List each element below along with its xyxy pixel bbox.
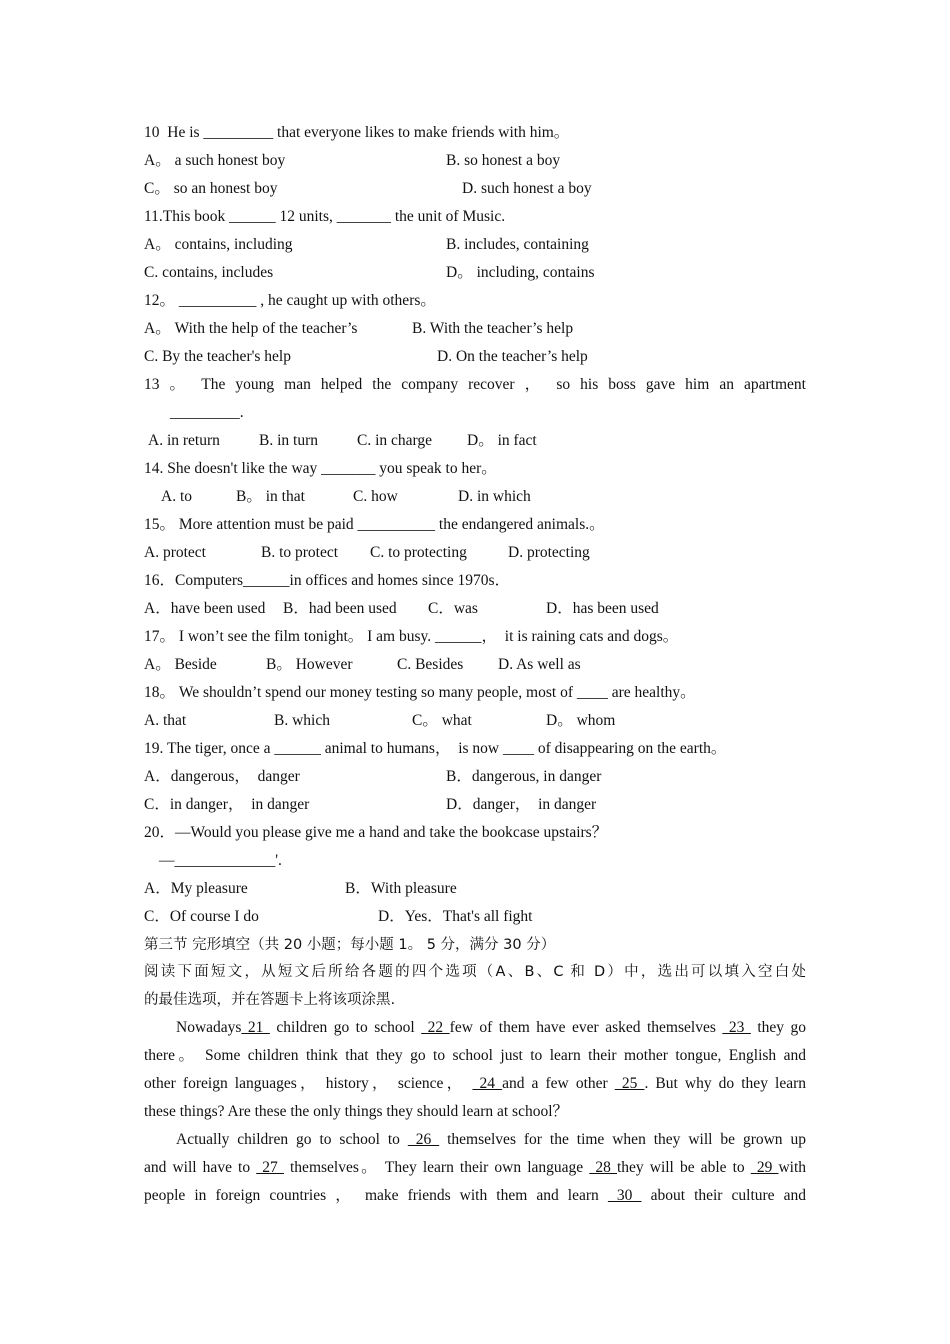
blank-24: 24 [472,1075,503,1092]
q10-option-c: C。 so an honest boy [144,180,278,197]
q18-option-c: C。 what [412,712,472,729]
blank-25: 25 [614,1075,645,1092]
q16-option-c: C．was [428,600,478,617]
q11-option-b: B. includes, containing [446,236,589,253]
blank-23: 23 [722,1019,751,1036]
q17-option-b: B。 However [266,656,353,673]
passage-line-7: people in foreign countries ， make friends with them and learn 30 about their culture and [144,1187,807,1204]
q12-option-a: A。 With the help of the teacher’s [144,320,358,337]
q19-stem: 19. The tiger, once a ______ animal to humans， is now ____ of disappearing on the earth。 [144,740,727,757]
q19-option-c: C．in danger， in danger [144,796,310,813]
blank-30: 30 [607,1187,642,1204]
q17-option-d: D. As well as [498,656,581,673]
passage-line-2: there。 Some children think that they go to school just to learn their mother tongue, English and [144,1047,806,1064]
q20-option-d: D．Yes．That's all fight [378,908,533,925]
q14-option-d: D. in which [458,488,531,505]
q18-option-a: A. that [144,712,187,729]
q15-option-b: B. to protect [261,544,339,561]
q15-option-c: C. to protecting [370,544,467,561]
q16-stem: 16．Computers______in offices and homes since 1970s． [144,572,511,589]
q18-option-d: D。 whom [546,712,616,729]
q11-stem: 11.This book ______ 12 units, _______ the unit of Music. [144,208,506,225]
q17-stem: 17。 I won’t see the film tonight。 I am busy. ______， it is raining cats and dogs。 [144,628,679,645]
q13-stem-blank: _________. [170,404,244,421]
q19-option-d: D．danger， in danger [446,796,597,813]
q14-option-a: A. to [161,488,192,505]
q15-stem: 15。 More attention must be paid __________ the endangered animals.。 [144,516,605,533]
q11-option-d: D。 including, contains [446,264,595,281]
q10-option-d: D. such honest a boy [462,180,592,197]
q17-option-a: A。 Beside [144,656,217,673]
passage-line-4: these things? Are these the only things they should learn at school？ [144,1103,569,1120]
q13-option-c: C. in charge [357,432,433,449]
q19-option-a: A．dangerous， danger [144,768,300,785]
q13-option-b: B. in turn [259,432,318,449]
q11-option-a: A。 contains, including [144,236,293,253]
q20-stem: 20．—Would you please give me a hand and take the bookcase upstairs？ [144,824,608,841]
blank-26: 26 [407,1131,440,1148]
q12-option-c: C. By the teacher's help [144,348,291,365]
q16-option-b: B．had been used [283,600,397,617]
q20-response: —_____________'. [159,852,282,869]
q18-stem: 18。 We shouldn’t spend our money testing so many people, most of ____ are healthy。 [144,684,696,701]
passage-line-6: and will have to 27 themselves。 They learn their own language 28 they will be able to 29 with [144,1159,807,1176]
section-instructions-line1: 阅读下面短文，从短文后所给各题的四个选项（A、B、C 和 D）中，选出可以填入空白处 [144,964,806,980]
passage-line-1: Nowadays 21 children go to school 22 few of them have ever asked themselves 23 they go [176,1019,807,1036]
q17-option-c: C. Besides [397,656,464,673]
q20-option-c: C．Of course I do [144,908,259,925]
passage-line-3: other foreign languages， history， science， 24 and a few other 25 . But why do they learn [144,1075,806,1092]
passage-line-5: Actually children go to school to 26 themselves for the time when they will be grown up [176,1131,806,1148]
section-heading: 第三节 完形填空（共 20 小题；每小题 1。 5 分，满分 30 分） [144,937,556,953]
q16-option-d: D．has been used [546,600,659,617]
section-instructions-line2: 的最佳选项，并在答题卡上将该项涂黑. [144,992,396,1008]
q15-option-a: A. protect [144,544,206,561]
q11-option-c: C. contains, includes [144,264,274,281]
blank-29: 29 [750,1159,779,1176]
q20-option-a: A．My pleasure [144,880,248,897]
q12-stem: 12。 __________ , he caught up with others。 [144,292,436,309]
blank-21: 21 [241,1019,270,1036]
q14-option-b: B。 in that [236,488,305,505]
q10-option-a: A。 a such honest boy [144,152,286,169]
q15-option-d: D. protecting [508,544,590,561]
q10-option-b: B. so honest a boy [446,152,561,169]
q10-stem: 10 He is _________ that everyone likes to make friends with him。 [144,124,570,141]
q20-option-b: B．With pleasure [345,880,457,897]
q12-option-d: D. On the teacher’s help [437,348,588,365]
q13-option-d: D。 in fact [467,432,537,449]
q18-option-b: B. which [274,712,330,729]
blank-28: 28 [589,1159,617,1176]
q19-option-b: B．dangerous, in danger [446,768,602,785]
q14-stem: 14. She doesn't like the way _______ you speak to her。 [144,460,497,477]
q12-option-b: B. With the teacher’s help [412,320,574,337]
q13-option-a: A. in return [148,432,220,449]
blank-22: 22 [421,1019,450,1036]
q16-option-a: A．have been used [144,600,266,617]
blank-27: 27 [256,1159,284,1176]
q13-stem: 13 。 The young man helped the company recover ， so his boss gave him an apartment [144,376,806,393]
q14-option-c: C. how [353,488,398,505]
